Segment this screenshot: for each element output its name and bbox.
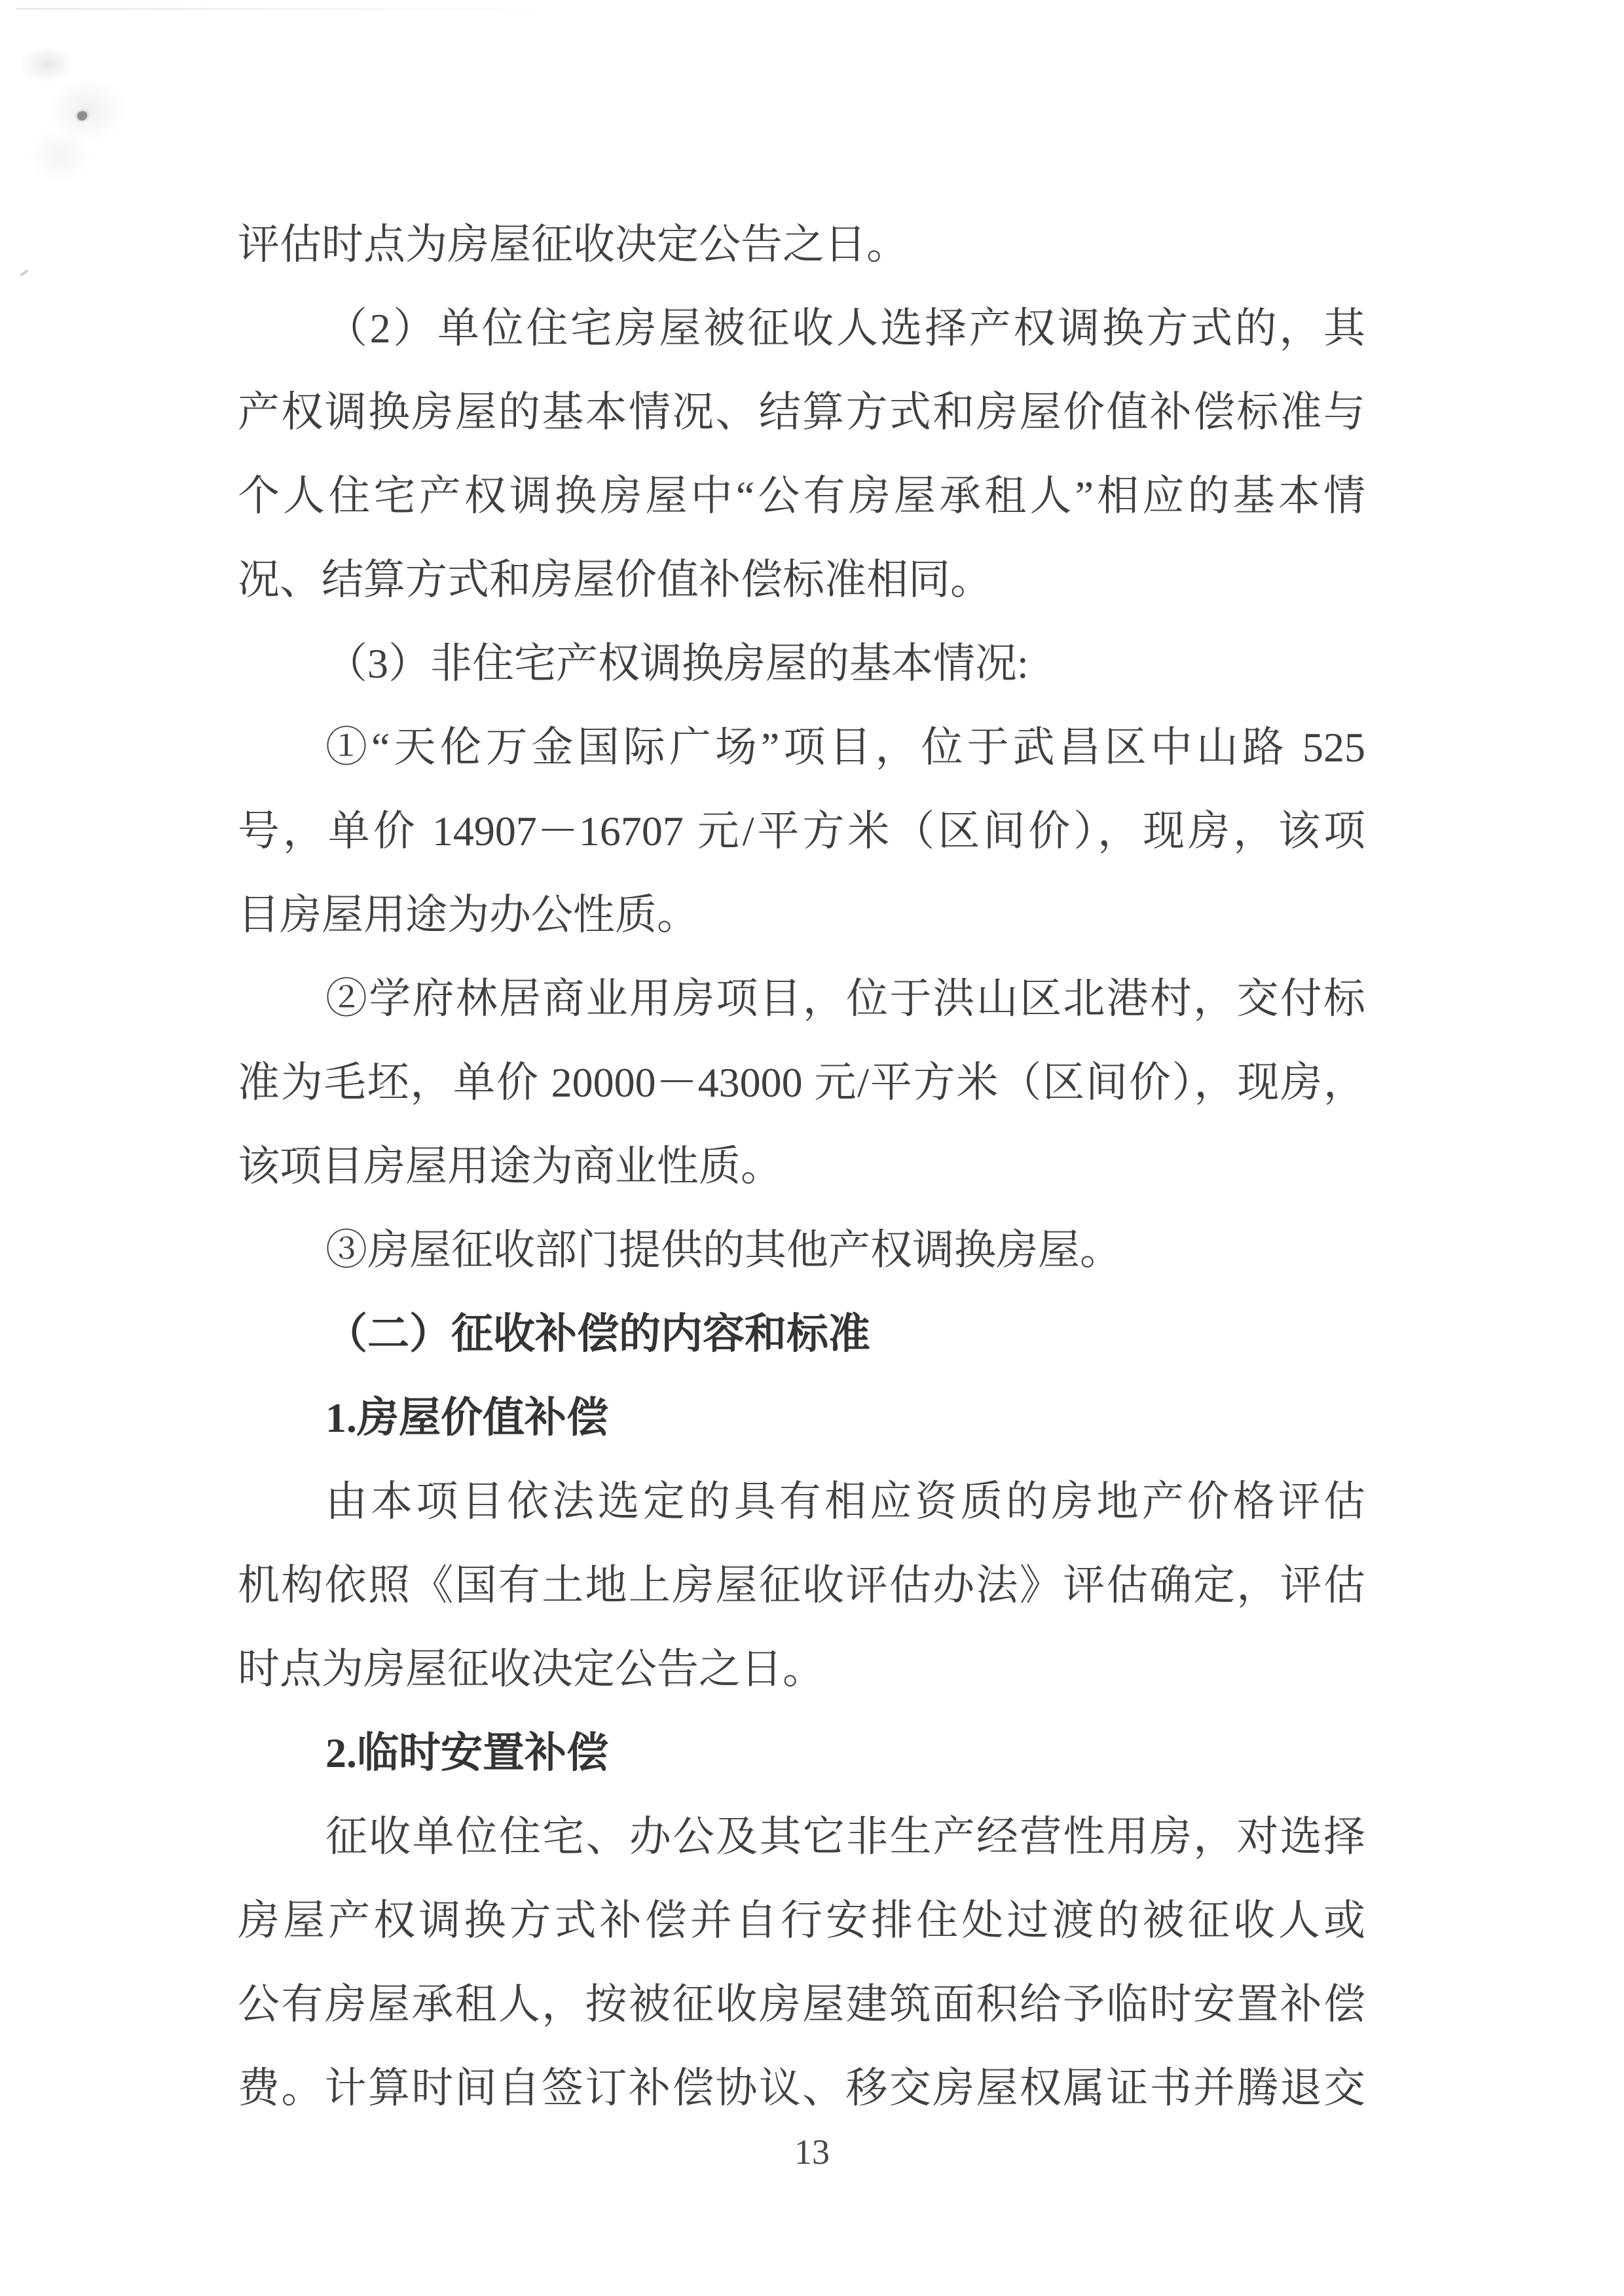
scan-artifact-line (16, 8, 563, 10)
text-line: ③房屋征收部门提供的其他产权调换房屋。 (325, 1227, 1122, 1273)
text-line: 该项目房屋用途为商业性质。 (238, 1143, 783, 1190)
text-line: 号，单价 14907－16707 元/平方米（区间价），现房，该项 (238, 808, 1365, 854)
subsection-heading: 2.临时安置补偿 (325, 1730, 608, 1776)
body-text-block (238, 203, 1365, 2130)
text-line: 个人住宅产权调换房屋中“公有房屋承租人”相应的基本情 (238, 473, 1365, 519)
text-line: 评估时点为房屋征收决定公告之日。 (238, 221, 908, 268)
text-line: 房屋产权调换方式补偿并自行安排住处过渡的被征收人或 (238, 1897, 1365, 1944)
text-line: （3）非住宅产权调换房屋的基本情况: (325, 640, 1029, 687)
scan-artifact-smudge (8, 25, 158, 189)
text-line: 费。计算时间自签订补偿协议、移交房屋权属证书并腾退交 (238, 2065, 1365, 2111)
section-heading: （二）征收补偿的内容和标准 (325, 1311, 870, 1357)
text-line: 产权调换房屋的基本情况、结算方式和房屋价值补偿标准与 (238, 389, 1365, 435)
text-line: 准为毛坯，单价 20000－43000 元/平方米（区间价），现房， (238, 1059, 1365, 1106)
text-line: （2）单位住宅房屋被征收人选择产权调换方式的，其 (325, 305, 1365, 352)
text-line: 况、结算方式和房屋价值补偿标准相同。 (238, 556, 992, 603)
text-line: 目房屋用途为办公性质。 (238, 892, 699, 938)
text-line: 公有房屋承租人，按被征收房屋建筑面积给予临时安置补偿 (238, 1981, 1365, 2028)
subsection-heading: 1.房屋价值补偿 (325, 1394, 608, 1441)
text-line: ①“天伦万金国际广场”项目，位于武昌区中山路 525 (325, 724, 1365, 771)
text-line: 机构依照《国有土地上房屋征收评估办法》评估确定，评估 (238, 1562, 1365, 1609)
text-line: 征收单位住宅、办公及其它非生产经营性用房，对选择 (325, 1813, 1365, 1860)
text-line: 时点为房屋征收决定公告之日。 (238, 1646, 824, 1692)
scan-artifact-tick (20, 269, 29, 276)
page-number: 13 (794, 2132, 830, 2172)
text-line: 由本项目依法选定的具有相应资质的房地产价格评估 (325, 1478, 1365, 1525)
text-line: ②学府林居商业用房项目，位于洪山区北港村，交付标 (325, 975, 1365, 1022)
